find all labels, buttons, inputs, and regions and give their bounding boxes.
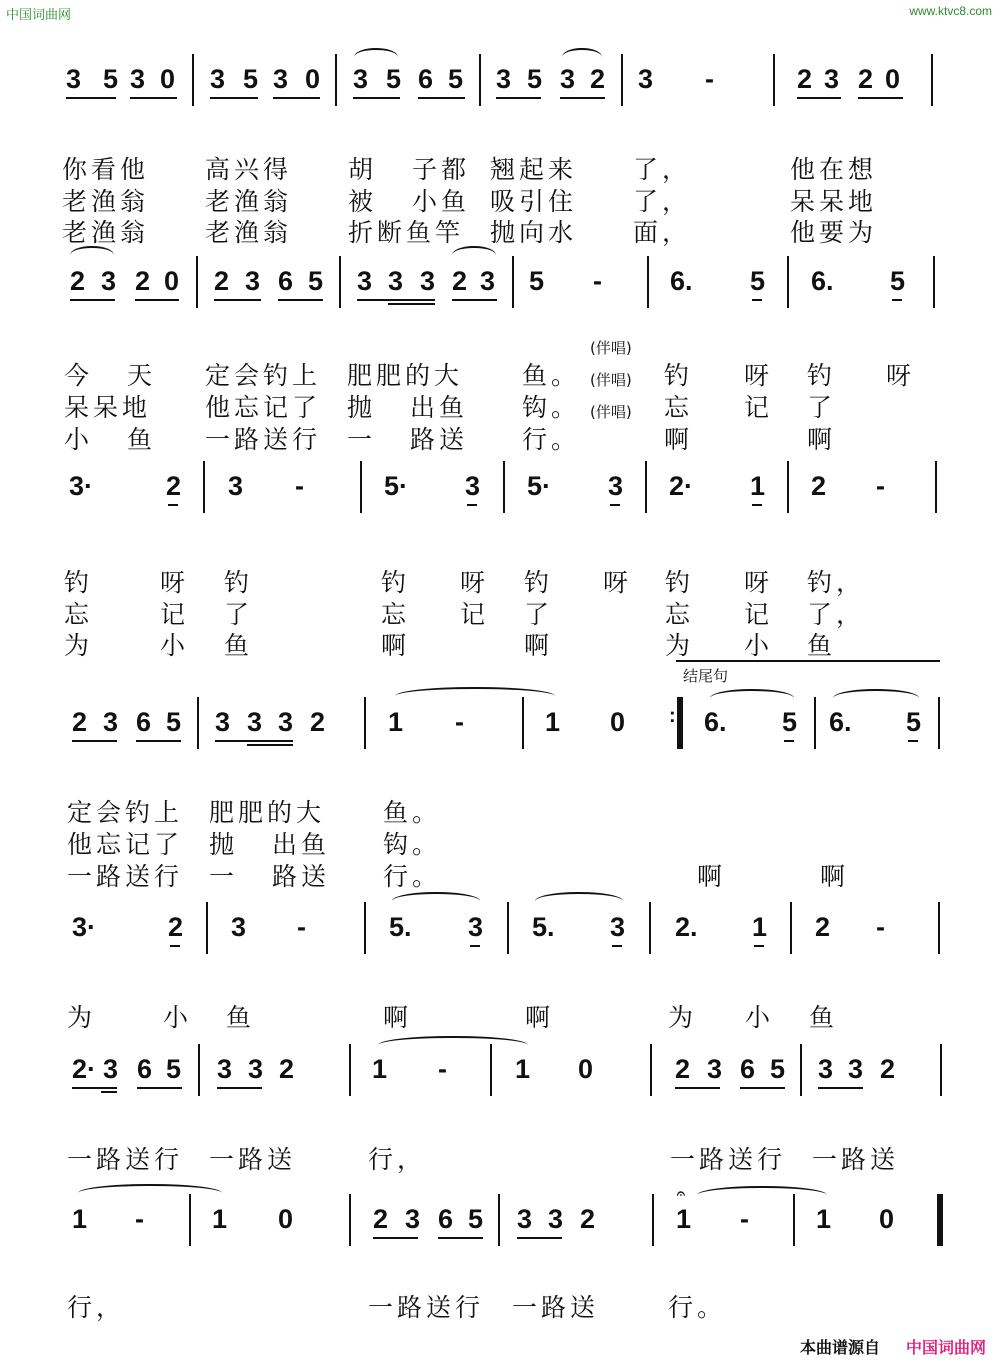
- note: 3: [357, 266, 373, 296]
- note: -: [297, 912, 306, 942]
- note: 3: [231, 912, 247, 942]
- note: 3: [217, 1054, 233, 1084]
- source-site-link[interactable]: 中国词曲网: [905, 1338, 986, 1357]
- barline: [349, 1044, 351, 1096]
- lyric-line-1: 钓 呀 钓 钓 呀 钓 呀 钓 呀 钓，: [64, 568, 866, 597]
- note: 3: [278, 707, 294, 737]
- barline: [787, 461, 789, 513]
- note: 0: [578, 1054, 594, 1084]
- underline: [612, 945, 622, 947]
- note: 2: [168, 912, 184, 942]
- barline: [206, 902, 208, 954]
- note: 3: [101, 266, 117, 296]
- note: -: [705, 64, 714, 94]
- note: 6: [740, 1054, 756, 1084]
- underline: [72, 740, 117, 742]
- note: 2: [590, 64, 606, 94]
- underline: [740, 1087, 785, 1089]
- note: 3: [638, 64, 654, 94]
- note: 5·: [384, 471, 409, 501]
- note: 2: [858, 64, 874, 94]
- lyric-line-3: 为 小 鱼 啊 啊 为 小 鱼: [64, 631, 837, 660]
- note: 5·: [527, 471, 552, 501]
- note: 3: [517, 1204, 533, 1234]
- tie: [378, 1036, 528, 1054]
- note: 5: [750, 266, 766, 296]
- underline: [170, 945, 180, 947]
- note: 0: [305, 64, 321, 94]
- note: 6: [438, 1204, 454, 1234]
- note: 2: [452, 266, 468, 296]
- note: 3: [210, 64, 226, 94]
- note: 5: [529, 266, 545, 296]
- underline: [470, 945, 480, 947]
- underline: [752, 504, 762, 506]
- note: 2: [310, 707, 326, 737]
- slur: [392, 892, 480, 910]
- volta-bracket: [676, 660, 940, 662]
- note: 3: [707, 1054, 723, 1084]
- underline: [70, 299, 115, 301]
- note: 3: [247, 707, 263, 737]
- note: 2: [279, 1054, 295, 1084]
- note: 2: [815, 912, 831, 942]
- note: -: [438, 1054, 447, 1084]
- underline: [214, 299, 261, 301]
- barline: [522, 697, 524, 749]
- notes-row: [0, 1186, 1000, 1250]
- barline: [479, 54, 481, 106]
- slur: [535, 892, 623, 910]
- note: 3: [215, 707, 231, 737]
- note: 2: [373, 1204, 389, 1234]
- note: -: [593, 266, 602, 296]
- note: 3: [248, 1054, 264, 1084]
- lyric-line-3: 老渔翁 老渔翁 折断鱼竿 抛向水 面， 他要为: [62, 218, 878, 247]
- note: 0: [160, 64, 176, 94]
- barline: [647, 256, 649, 308]
- lyric-line-2: 他忘记了 抛 出鱼 钩。: [67, 830, 442, 859]
- note: 5: [448, 64, 464, 94]
- underline: [818, 1087, 863, 1089]
- lyric-line-3: 一路送行 一 路送 行。 啊 啊: [67, 862, 850, 891]
- note: 2·: [669, 471, 694, 501]
- note: 1: [72, 1204, 88, 1234]
- note: 3·: [72, 912, 97, 942]
- note: 5: [770, 1054, 786, 1084]
- barline: [364, 902, 366, 954]
- underline: [754, 945, 764, 947]
- note: 0: [164, 266, 180, 296]
- note: 5: [527, 64, 543, 94]
- note: 2: [166, 471, 182, 501]
- underline-double: [101, 1091, 117, 1093]
- section-label: 结尾句: [683, 667, 729, 685]
- note: 6: [278, 266, 294, 296]
- underline: [858, 97, 903, 99]
- notes-row: [0, 50, 1000, 110]
- note: 5.: [389, 912, 412, 942]
- lyric-line-1: 一路送行 一路送 行， 一路送行 一路送: [67, 1145, 900, 1174]
- note: 3: [405, 1204, 421, 1234]
- note: 1: [212, 1204, 228, 1234]
- underline: [137, 1087, 182, 1089]
- underline: [373, 1237, 418, 1239]
- lyric-line-1: 为 小 鱼 啊 啊 为 小 鱼: [67, 1003, 839, 1032]
- barline: [364, 697, 366, 749]
- note: 3: [103, 707, 119, 737]
- note: 0: [879, 1204, 895, 1234]
- underline: [908, 740, 918, 742]
- underline: [892, 299, 902, 301]
- barline: [360, 461, 362, 513]
- note: 2: [135, 266, 151, 296]
- note: 1: [816, 1204, 832, 1234]
- underline: [353, 97, 400, 99]
- note: 2: [72, 707, 88, 737]
- lyric-line-1: 今 天 定会钓上 肥肥的大 鱼。 (伴唱) 钓 呀 钓 呀: [64, 339, 916, 390]
- notes-row: [0, 252, 1000, 312]
- barline: [787, 256, 789, 308]
- note: -: [876, 471, 885, 501]
- note: 5: [890, 266, 906, 296]
- barline: [490, 1044, 492, 1096]
- note: 3: [66, 64, 82, 94]
- underline: [217, 1087, 262, 1089]
- underline: [357, 299, 435, 301]
- watermark-site-name: 中国词曲网: [6, 8, 72, 23]
- repeat-end-dots: :: [669, 705, 676, 727]
- note: 2·: [72, 1054, 97, 1084]
- note: 3: [228, 471, 244, 501]
- note: 5: [906, 707, 922, 737]
- note: 3: [818, 1054, 834, 1084]
- fermata-icon: 𝄐: [677, 1186, 685, 1202]
- note: 0: [885, 64, 901, 94]
- note: 0: [610, 707, 626, 737]
- note: 3: [273, 64, 289, 94]
- source-credit: [800, 1335, 986, 1358]
- lyric-line-1: 定会钓上 肥肥的大 鱼。: [67, 798, 442, 827]
- note: 3: [480, 266, 496, 296]
- note: 1: [388, 707, 404, 737]
- note: -: [876, 912, 885, 942]
- note: 3: [560, 64, 576, 94]
- underline: [438, 1237, 483, 1239]
- underline: [560, 97, 605, 99]
- note: 3: [824, 64, 840, 94]
- notes-row: [0, 898, 1000, 958]
- note: 5: [243, 64, 259, 94]
- note: 2: [70, 266, 86, 296]
- barline: [645, 461, 647, 513]
- slur: [452, 246, 496, 264]
- underline: [72, 1087, 117, 1089]
- slur: [833, 689, 919, 707]
- notes-row: [0, 693, 1000, 753]
- note: 3: [388, 266, 404, 296]
- barline: [197, 697, 199, 749]
- note: 3: [420, 266, 436, 296]
- underline: [496, 97, 541, 99]
- underline-double: [388, 303, 435, 305]
- underline: [797, 97, 841, 99]
- slur: [70, 246, 114, 264]
- barline: [935, 461, 937, 513]
- note: 2: [880, 1054, 896, 1084]
- lyric-line-1: 行， 一路送行 一路送 行。: [67, 1293, 727, 1322]
- barline: [192, 54, 194, 106]
- note: 5: [103, 64, 119, 94]
- watermark-url: www.ktvc8.com: [909, 4, 992, 18]
- lyric-line-2: 呆呆地 他忘记了 抛 出鱼 钩。 (伴唱) 忘 记 了: [64, 371, 837, 422]
- note: 3: [468, 912, 484, 942]
- note: 5: [386, 64, 402, 94]
- note: 6: [137, 1054, 153, 1084]
- note: 6.: [811, 266, 834, 296]
- note: 6: [418, 64, 434, 94]
- note: 3·: [69, 471, 94, 501]
- underline: [215, 740, 293, 742]
- note: -: [740, 1204, 749, 1234]
- lyric-line-1: 你看他 高兴得 胡 子都 翘起来 了， 他在想: [62, 155, 878, 184]
- barline: [814, 697, 816, 749]
- barline: [198, 1044, 200, 1096]
- note: 2: [811, 471, 827, 501]
- barline: [938, 697, 940, 749]
- barline: [196, 256, 198, 308]
- barline: [938, 902, 940, 954]
- barline: [940, 1044, 942, 1096]
- notes-row: [0, 457, 1000, 517]
- barline: [189, 1194, 191, 1246]
- barline: [503, 461, 505, 513]
- note: -: [455, 707, 464, 737]
- underline: [517, 1237, 562, 1239]
- note: 1: [752, 912, 768, 942]
- note: 0: [278, 1204, 294, 1234]
- note: 3: [848, 1054, 864, 1084]
- note: 2: [580, 1204, 596, 1234]
- lyric-line-2: 老渔翁 老渔翁 被 小鱼 吸引住 了， 呆呆地: [62, 187, 878, 216]
- note: 1: [515, 1054, 531, 1084]
- note: 3: [103, 1054, 119, 1084]
- note: 6: [136, 707, 152, 737]
- barline: [652, 1194, 654, 1246]
- note: 3: [353, 64, 369, 94]
- barline: [507, 902, 509, 954]
- note: 5.: [532, 912, 555, 942]
- notes-row: [0, 1040, 1000, 1100]
- note: 6.: [704, 707, 727, 737]
- note: -: [295, 471, 304, 501]
- barline: [339, 256, 341, 308]
- underline: [418, 97, 465, 99]
- note: 5: [468, 1204, 484, 1234]
- note: 3: [130, 64, 146, 94]
- note: 5: [166, 707, 182, 737]
- note: 3: [465, 471, 481, 501]
- barline: [335, 54, 337, 106]
- note: 1: [676, 1204, 692, 1234]
- note: 5: [166, 1054, 182, 1084]
- underline: [452, 299, 497, 301]
- barline: [349, 1194, 351, 1246]
- note: 3: [548, 1204, 564, 1234]
- lyric-line-3: 小 鱼 一路送行 一 路送 行。 (伴唱) 啊 啊: [64, 403, 837, 454]
- source-label: 本曲谱源自: [799, 1338, 880, 1357]
- underline: [273, 97, 320, 99]
- note: 3: [496, 64, 512, 94]
- underline: [130, 97, 177, 99]
- note: 5: [308, 266, 324, 296]
- underline: [752, 299, 762, 301]
- note: 6.: [670, 266, 693, 296]
- underline: [136, 740, 181, 742]
- repeat-barline: [677, 697, 683, 749]
- underline: [168, 504, 178, 506]
- underline: [610, 504, 620, 506]
- underline: [135, 299, 179, 301]
- underline: [784, 740, 794, 742]
- note: -: [135, 1204, 144, 1234]
- barline: [931, 54, 933, 106]
- barline: [800, 1044, 802, 1096]
- underline-double: [247, 744, 293, 746]
- final-barline: [937, 1194, 943, 1246]
- note: 3: [245, 266, 261, 296]
- barline: [793, 1194, 795, 1246]
- note: 5: [782, 707, 798, 737]
- barline: [621, 54, 623, 106]
- barline: [498, 1194, 500, 1246]
- tie: [697, 1186, 827, 1204]
- note: 1: [372, 1054, 388, 1084]
- note: 1: [750, 471, 766, 501]
- note: 2: [214, 266, 230, 296]
- note: 6.: [829, 707, 852, 737]
- note: 2: [797, 64, 813, 94]
- barline: [790, 902, 792, 954]
- barline: [773, 54, 775, 106]
- barline: [649, 902, 651, 954]
- tie: [395, 687, 555, 705]
- underline: [467, 504, 477, 506]
- slur: [710, 689, 794, 707]
- underline: [278, 299, 323, 301]
- note: 1: [545, 707, 561, 737]
- note: 3: [608, 471, 624, 501]
- lyric-line-2: 忘 记 了 忘 记 了 忘 记 了，: [64, 600, 866, 629]
- barline: [933, 256, 935, 308]
- barline: [203, 461, 205, 513]
- underline: [66, 97, 116, 99]
- barline: [512, 256, 514, 308]
- note: 2.: [675, 912, 698, 942]
- note: 2: [675, 1054, 691, 1084]
- underline: [210, 97, 258, 99]
- underline: [675, 1087, 720, 1089]
- tie: [78, 1184, 222, 1202]
- barline: [650, 1044, 652, 1096]
- note: 3: [610, 912, 626, 942]
